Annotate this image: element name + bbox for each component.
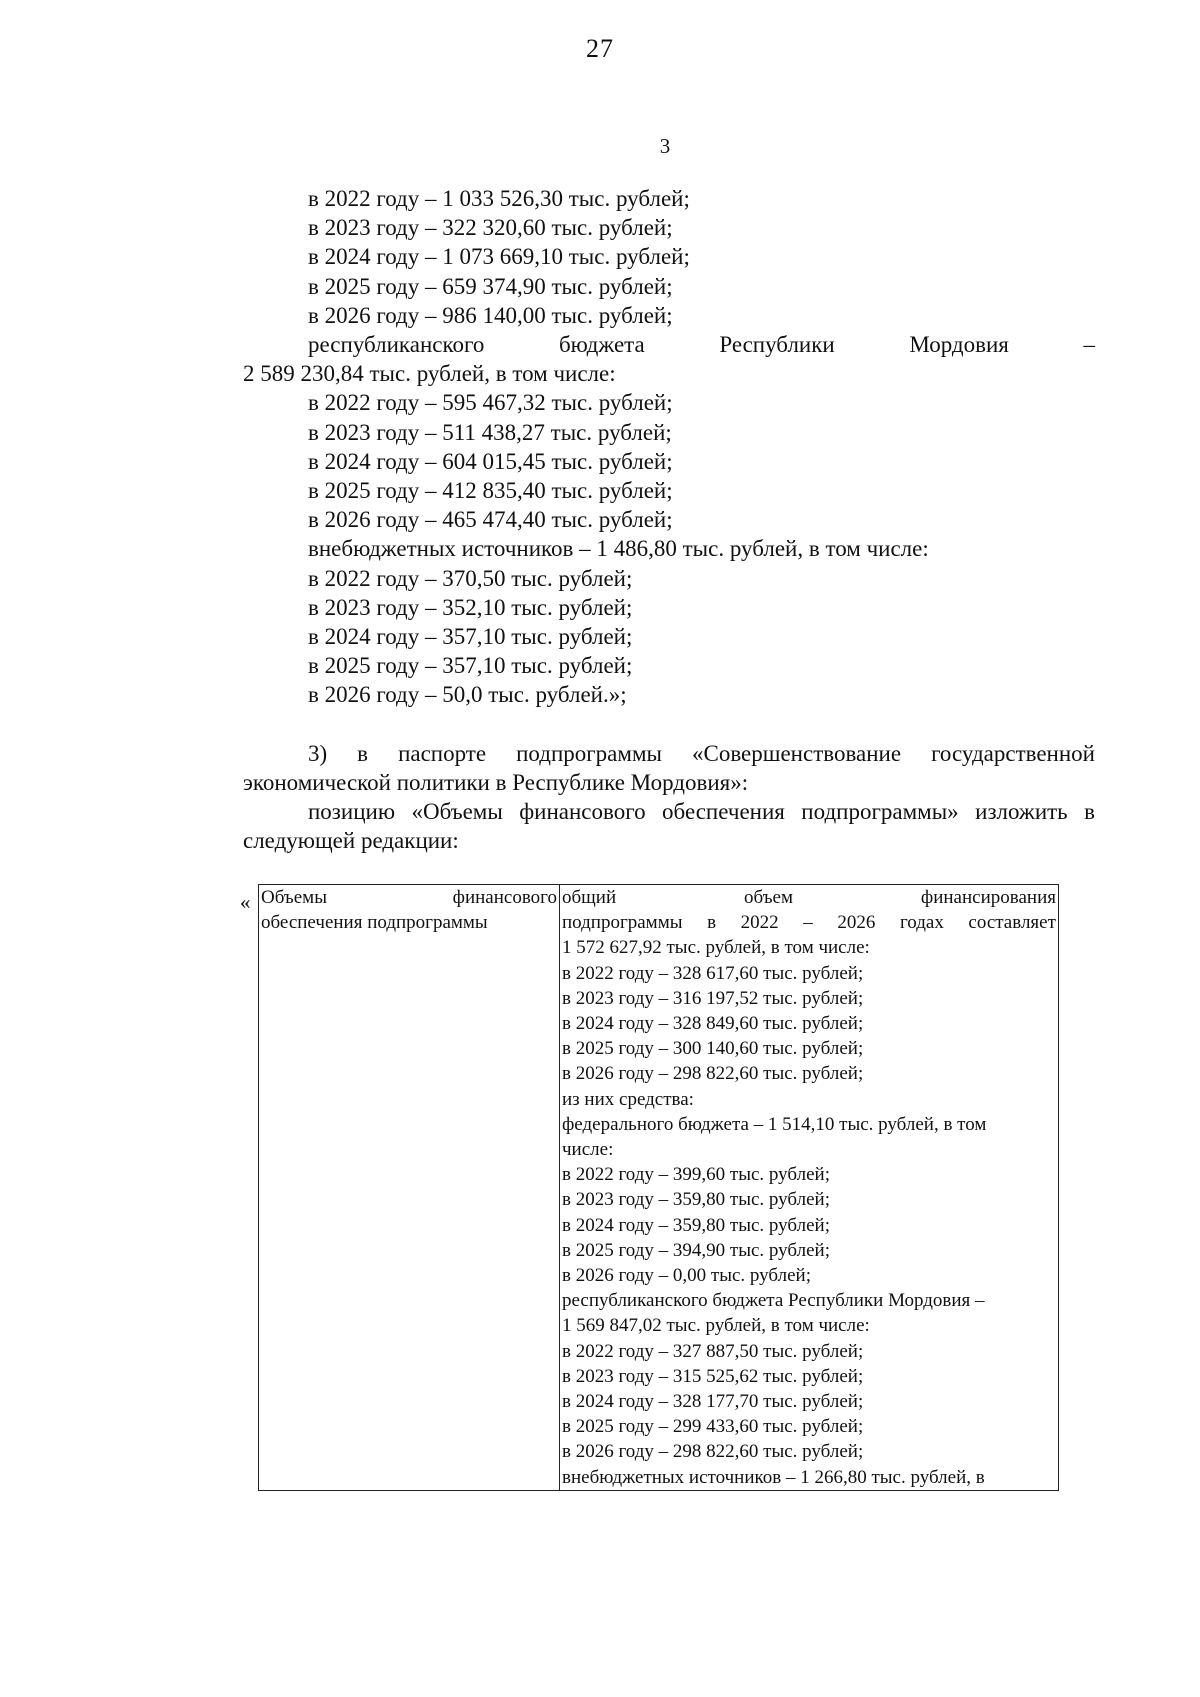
paragraph-gap <box>243 710 1095 739</box>
republic-budget-heading <box>243 330 1095 359</box>
text-line: в 2026 году – 465 474,40 тыс. рублей; <box>308 507 673 533</box>
table-row <box>259 885 1059 1491</box>
cell-line <box>562 885 1056 910</box>
text-line: в 2026 году – 50,0 тыс. рублей.»; <box>308 682 627 708</box>
inner-page-number: 3 <box>659 134 671 158</box>
text-line: в 2024 году – 604 015,45 тыс. рублей; <box>308 448 673 474</box>
cell-line: из них средства: <box>562 1088 694 1110</box>
extra-budget-heading: внебюджетных источников – 1 486,80 тыс. рублей, в том числе: <box>308 536 929 562</box>
paragraph-subprogram-passport: 3) в паспорте подпрограммы «Совершенствование государственной экономической политики в Республике Мордовия»: <box>243 740 1095 795</box>
cell-line: в 2024 году – 328 849,60 тыс. рублей; <box>562 1013 864 1035</box>
word: Объемы <box>261 887 327 908</box>
text-line: в 2025 году – 659 374,90 тыс. рублей; <box>308 273 673 299</box>
cell-line: в 2025 году – 394,90 тыс. рублей; <box>562 1239 830 1261</box>
text-line: в 2025 году – 412 835,40 тыс. рублей; <box>308 478 673 504</box>
opening-quote: « <box>240 890 251 914</box>
cell-line: в 2023 году – 359,80 тыс. рублей; <box>562 1189 830 1211</box>
cell-line: обеспечения подпрограммы <box>261 912 488 934</box>
cell-line: в 2026 году – 298 822,60 тыс. рублей; <box>562 1063 864 1085</box>
cell-line: в 2026 году – 0,00 тыс. рублей; <box>562 1265 811 1287</box>
text-line: в 2023 году – 511 438,27 тыс. рублей; <box>308 419 672 445</box>
text-line: в 2026 году – 986 140,00 тыс. рублей; <box>308 302 673 328</box>
cell-line: в 2022 году – 327 887,50 тыс. рублей; <box>562 1340 864 1362</box>
cell-line: внебюджетных источников – 1 266,80 тыс. рублей, в <box>562 1466 985 1488</box>
cell-line: в 2022 году – 328 617,60 тыс. рублей; <box>562 962 864 984</box>
cell-line: в 2025 году – 300 140,60 тыс. рублей; <box>562 1038 864 1060</box>
paragraph-position: позицию «Объемы финансового обеспечения подпрограммы» изложить в следующей редакции: <box>243 799 1095 854</box>
text-line: в 2024 году – 1 073 669,10 тыс. рублей; <box>308 244 690 270</box>
cell-line: республиканского бюджета Республики Мордовия – <box>562 1290 985 1312</box>
table-cell-label <box>259 885 560 1491</box>
word: объем <box>744 887 794 908</box>
word: Мордовия <box>909 332 1009 358</box>
republic-budget-total: 2 589 230,84 тыс. рублей, в том числе: <box>243 361 616 387</box>
word: 2026 <box>837 912 876 934</box>
cell-line: 1 572 627,92 тыс. рублей, в том числе: <box>562 937 870 959</box>
word: бюджета <box>558 332 645 358</box>
word: годах <box>899 912 944 934</box>
text-line: в 2022 году – 1 033 526,30 тыс. рублей; <box>308 186 690 211</box>
cell-line: в 2024 году – 328 177,70 тыс. рублей; <box>562 1391 864 1413</box>
word: – <box>803 912 813 934</box>
text-line: в 2022 году – 595 467,32 тыс. рублей; <box>308 390 673 416</box>
word: в <box>707 912 717 934</box>
word: – <box>1083 332 1095 358</box>
cell-line: в 2024 году – 359,80 тыс. рублей; <box>562 1214 830 1236</box>
word: финансирования <box>920 887 1056 908</box>
word: Республики <box>719 332 835 358</box>
cell-line: в 2023 году – 316 197,52 тыс. рублей; <box>562 987 864 1009</box>
word: общий <box>562 887 617 908</box>
word: 2022 <box>740 912 779 934</box>
cell-line: в 2023 году – 315 525,62 тыс. рублей; <box>562 1365 864 1387</box>
word: республиканского <box>308 332 485 358</box>
page-number: 27 <box>586 34 614 63</box>
cell-line: в 2025 году – 299 433,60 тыс. рублей; <box>562 1416 864 1438</box>
word: финансового <box>452 887 557 908</box>
cell-line: числе: <box>562 1139 614 1161</box>
text-line: в 2023 году – 322 320,60 тыс. рублей; <box>308 215 673 241</box>
cell-line: федерального бюджета – 1 514,10 тыс. рублей, в том <box>562 1113 987 1135</box>
text-line: в 2023 году – 352,10 тыс. рублей; <box>308 594 633 620</box>
text-line: в 2022 году – 370,50 тыс. рублей; <box>308 565 633 591</box>
cell-line: в 2022 году – 399,60 тыс. рублей; <box>562 1164 830 1186</box>
financing-table <box>258 884 1059 1491</box>
cell-line <box>261 885 557 910</box>
word: составляет <box>968 912 1056 934</box>
text-line: в 2024 году – 357,10 тыс. рублей; <box>308 624 633 650</box>
document-body <box>243 184 1095 855</box>
cell-line: 1 569 847,02 тыс. рублей, в том числе: <box>562 1315 870 1337</box>
cell-line: в 2026 году – 298 822,60 тыс. рублей; <box>562 1441 864 1463</box>
text-line: в 2025 году – 357,10 тыс. рублей; <box>308 653 633 679</box>
table-cell-value <box>560 885 1059 1491</box>
word: подпрограммы <box>562 912 683 934</box>
cell-line <box>562 910 1056 935</box>
